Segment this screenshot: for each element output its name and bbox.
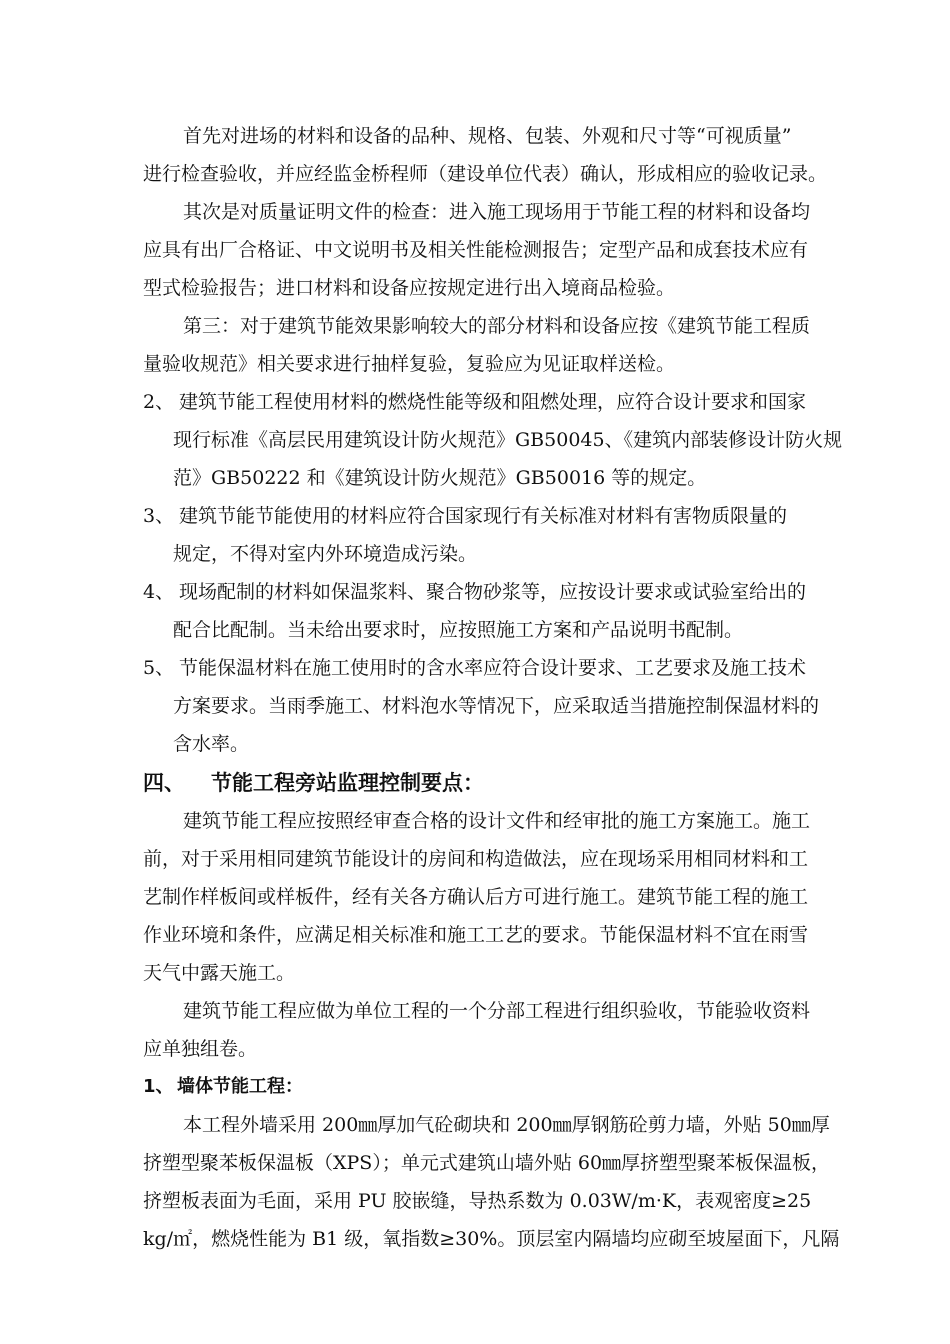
list-number: 3、 — [143, 505, 175, 527]
list-item-line: 建筑节能工程使用材料的燃烧性能等级和阻燃处理，应符合设计要求和国家 — [179, 391, 807, 413]
section-number: 四、 — [143, 771, 185, 795]
paragraph-line: 首先对进场的材料和设备的品种、规格、包装、外观和尺寸等“可视质量” — [183, 125, 792, 147]
list-item-line: 范》GB50222 和《建筑设计防火规范》GB50016 等的规定。 — [173, 467, 707, 489]
list-number: 4、 — [143, 581, 175, 603]
paragraph-line: 建筑节能工程应按照经审查合格的设计文件和经审批的施工方案施工。施工 — [183, 810, 811, 832]
paragraph-line: 作业环境和条件，应满足相关标准和施工工艺的要求。节能保温材料不宜在雨雪 — [143, 924, 809, 946]
list-item-line: 节能保温材料在施工使用时的含水率应符合设计要求、工艺要求及施工技术 — [179, 657, 807, 679]
list-item-line: 含水率。 — [173, 733, 250, 755]
paragraph-line: 建筑节能工程应做为单位工程的一个分部工程进行组织验收，节能验收资料 — [183, 1000, 811, 1022]
paragraph-line: kg/㎡，燃烧性能为 B1 级，氧指数≥30%。顶层室内隔墙均应砌至坡屋面下，凡隔 — [143, 1228, 840, 1250]
paragraph-line: 其次是对质量证明文件的检查：进入施工现场用于节能工程的材料和设备均 — [183, 201, 811, 223]
paragraph-line: 第三：对于建筑节能效果影响较大的部分材料和设备应按《建筑节能工程质 — [183, 315, 811, 337]
list-item-line: 方案要求。当雨季施工、材料泡水等情况下，应采取适当措施控制保温材料的 — [173, 695, 820, 717]
subsection-heading: 墙体节能工程： — [177, 1076, 303, 1097]
paragraph-line: 艺制作样板间或样板件，经有关各方确认后方可进行施工。建筑节能工程的施工 — [143, 886, 809, 908]
paragraph-line: 天气中露天施工。 — [143, 962, 296, 984]
paragraph-line: 挤塑型聚苯板保温板（XPS）；单元式建筑山墙外贴 60㎜厚挤塑型聚苯板保温板， — [143, 1152, 831, 1174]
list-number: 5、 — [143, 657, 175, 679]
list-number: 2、 — [143, 391, 175, 413]
section-heading: 节能工程旁站监理控制要点： — [211, 771, 484, 795]
paragraph-line: 型式检验报告；进口材料和设备应按规定进行出入境商品检验。 — [143, 277, 676, 299]
paragraph-line: 挤塑板表面为毛面，采用 PU 胶嵌缝，导热系数为 0.03W/m·K，表观密度≥25 — [143, 1190, 812, 1212]
paragraph-line: 进行检查验收，并应经监金桥程师（建设单位代表）确认，形成相应的验收记录。 — [143, 163, 828, 185]
list-item-line: 现行标准《高层民用建筑设计防火规范》GB50045、《建筑内部装修设计防火规 — [173, 429, 843, 451]
paragraph-line: 应单独组卷。 — [143, 1038, 258, 1060]
list-item-line: 配合比配制。当未给出要求时，应按照施工方案和产品说明书配制。 — [173, 619, 744, 641]
list-item-line: 建筑节能节能使用的材料应符合国家现行有关标准对材料有害物质限量的 — [179, 505, 788, 527]
subsection-number: 1、 — [143, 1076, 174, 1097]
paragraph-line: 应具有出厂合格证、中文说明书及相关性能检测报告；定型产品和成套技术应有 — [143, 239, 809, 261]
paragraph-line: 量验收规范》相关要求进行抽样复验，复验应为见证取样送检。 — [143, 353, 676, 375]
list-item-line: 规定，不得对室内外环境造成污染。 — [173, 543, 478, 565]
paragraph-line: 前，对于采用相同建筑节能设计的房间和构造做法，应在现场采用相同材料和工 — [143, 848, 809, 870]
list-item-line: 现场配制的材料如保温浆料、聚合物砂浆等，应按设计要求或试验室给出的 — [179, 581, 807, 603]
paragraph-line: 本工程外墙采用 200㎜厚加气砼砌块和 200㎜厚钢筋砼剪力墙，外贴 50㎜厚 — [183, 1114, 830, 1136]
